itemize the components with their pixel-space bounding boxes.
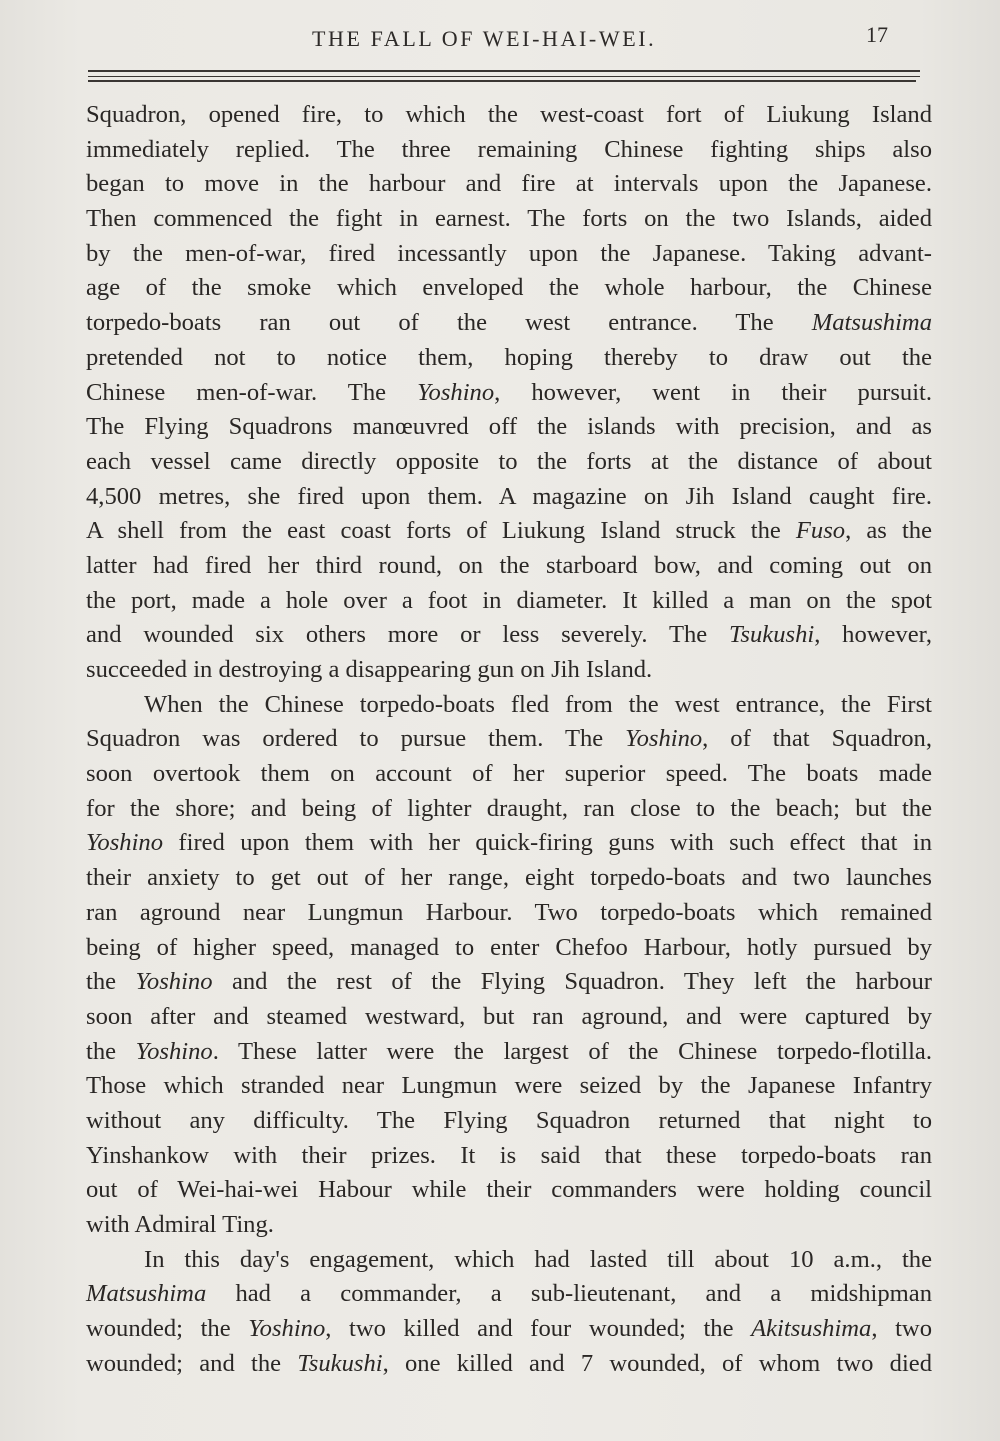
- ship-name: Tsukushi: [729, 621, 815, 649]
- text-line: soon after and steamed westward, but ran aground, and were captured by: [86, 1002, 932, 1030]
- text-line: latter had fired her third round, on the starboard bow, and coming out on: [86, 551, 932, 579]
- text-line: Yinshankow with their prizes. It is said that these torpedo-boats ran: [86, 1141, 932, 1169]
- text-line: soon overtook them on account of her superior speed. The boats made: [86, 760, 932, 788]
- text-line: Yoshino fired upon them with her quick-firing guns with such effect that in: [86, 829, 932, 857]
- ship-name: Yoshino: [86, 829, 164, 857]
- text-line: Then commenced the fight in earnest. The forts on the two Islands, aided: [86, 205, 932, 233]
- paragraph-end-line: with Admiral Ting.: [86, 1211, 274, 1238]
- text-line: The Flying Squadrons manœuvred off the islands with precision, and as: [86, 413, 932, 441]
- text-line: wounded; the Yoshino, two killed and four wounded; the Akitsushima, two: [86, 1315, 932, 1343]
- ship-name: Akitsushima: [751, 1315, 872, 1343]
- ship-name: Yoshino: [135, 1037, 213, 1065]
- ship-name: Yoshino: [135, 968, 213, 996]
- text-line: the Yoshino and the rest of the Flying Squadron. They left the harbour: [86, 968, 932, 996]
- text-line: Squadron, opened fire, to which the west-coast fort of Liukung Island: [86, 101, 932, 128]
- text-line: and wounded six others more or less severely. The Tsukushi, however,: [86, 621, 933, 649]
- text-line: by the men-of-war, fired incessantly upon the Japanese. Taking advant-: [86, 239, 932, 267]
- text-line: Those which stranded near Lungmun were seized by the Japanese Infantry: [86, 1072, 932, 1100]
- text-line: being of higher speed, managed to enter Chefoo Harbour, hotly pursued by: [86, 933, 932, 961]
- ship-name: Yoshino: [625, 725, 703, 753]
- ship-name: Yoshino: [417, 378, 495, 406]
- text-line: for the shore; and being of lighter draught, ran close to the beach; but the: [86, 794, 932, 822]
- text-line: Chinese men-of-war. The Yoshino, however, went in their pursuit.: [86, 378, 933, 406]
- text-line: torpedo-boats ran out of the west entrance. The Matsushima: [86, 309, 932, 337]
- text-line: without any difficulty. The Flying Squadron returned that night to: [86, 1106, 932, 1134]
- running-head: [0, 20, 1000, 60]
- text-line: wounded; and the Tsukushi, one killed and 7 wounded, of whom two died: [86, 1349, 933, 1377]
- running-title: THE FALL OF WEI-HAI-WEI.: [312, 26, 657, 51]
- text-line: the port, made a hole over a foot in diameter. It killed a man on the spot: [86, 586, 932, 614]
- ship-name: Yoshino: [248, 1315, 326, 1343]
- text-line: age of the smoke which enveloped the whole harbour, the Chinese: [86, 274, 932, 302]
- text-line: out of Wei-hai-wei Habour while their commanders were holding council: [86, 1176, 932, 1204]
- ship-name: Matsushima: [86, 1280, 207, 1308]
- paragraph-start-line: When the Chinese torpedo-boats fled from the west entrance, the First: [144, 690, 932, 718]
- text-line: A shell from the east coast forts of Liukung Island struck the Fuso, as the: [86, 517, 932, 545]
- body-text: [86, 98, 932, 1381]
- header-rule-middle: [88, 76, 920, 77]
- paragraph-end-line: succeeded in destroying a disappearing gun on Jih Island.: [86, 656, 653, 683]
- header-rule-top: [88, 70, 920, 72]
- text-line: the Yoshino. These latter were the largest of the Chinese torpedo-flotilla.: [86, 1037, 932, 1065]
- text-line: their anxiety to get out of her range, eight torpedo-boats and two launches: [86, 864, 932, 892]
- paragraph-start-line: In this day's engagement, which had lasted till about 10 a.m., the: [144, 1245, 932, 1273]
- ship-name: Matsushima: [811, 309, 932, 337]
- text-line: each vessel came directly opposite to the forts at the distance of about: [86, 447, 932, 475]
- text-line: Matsushima had a commander, a sub-lieutenant, and a midshipman: [86, 1280, 932, 1308]
- text-line: 4,500 metres, she fired upon them. A magazine on Jih Island caught fire.: [86, 482, 932, 510]
- text-line: ran aground near Lungmun Harbour. Two torpedo-boats which remained: [86, 898, 932, 926]
- text-line: began to move in the harbour and fire at intervals upon the Japanese.: [86, 170, 932, 198]
- text-line: pretended not to notice them, hoping thereby to draw out the: [86, 343, 932, 371]
- header-rule-bottom: [88, 80, 916, 82]
- ship-name: Tsukushi: [297, 1349, 383, 1377]
- ship-name: Fuso: [795, 517, 846, 545]
- text-line: immediately replied. The three remaining Chinese fighting ships also: [86, 135, 932, 163]
- text-line: Squadron was ordered to pursue them. The Yoshino, of that Squadron,: [86, 725, 932, 753]
- page-number: 17: [866, 22, 888, 47]
